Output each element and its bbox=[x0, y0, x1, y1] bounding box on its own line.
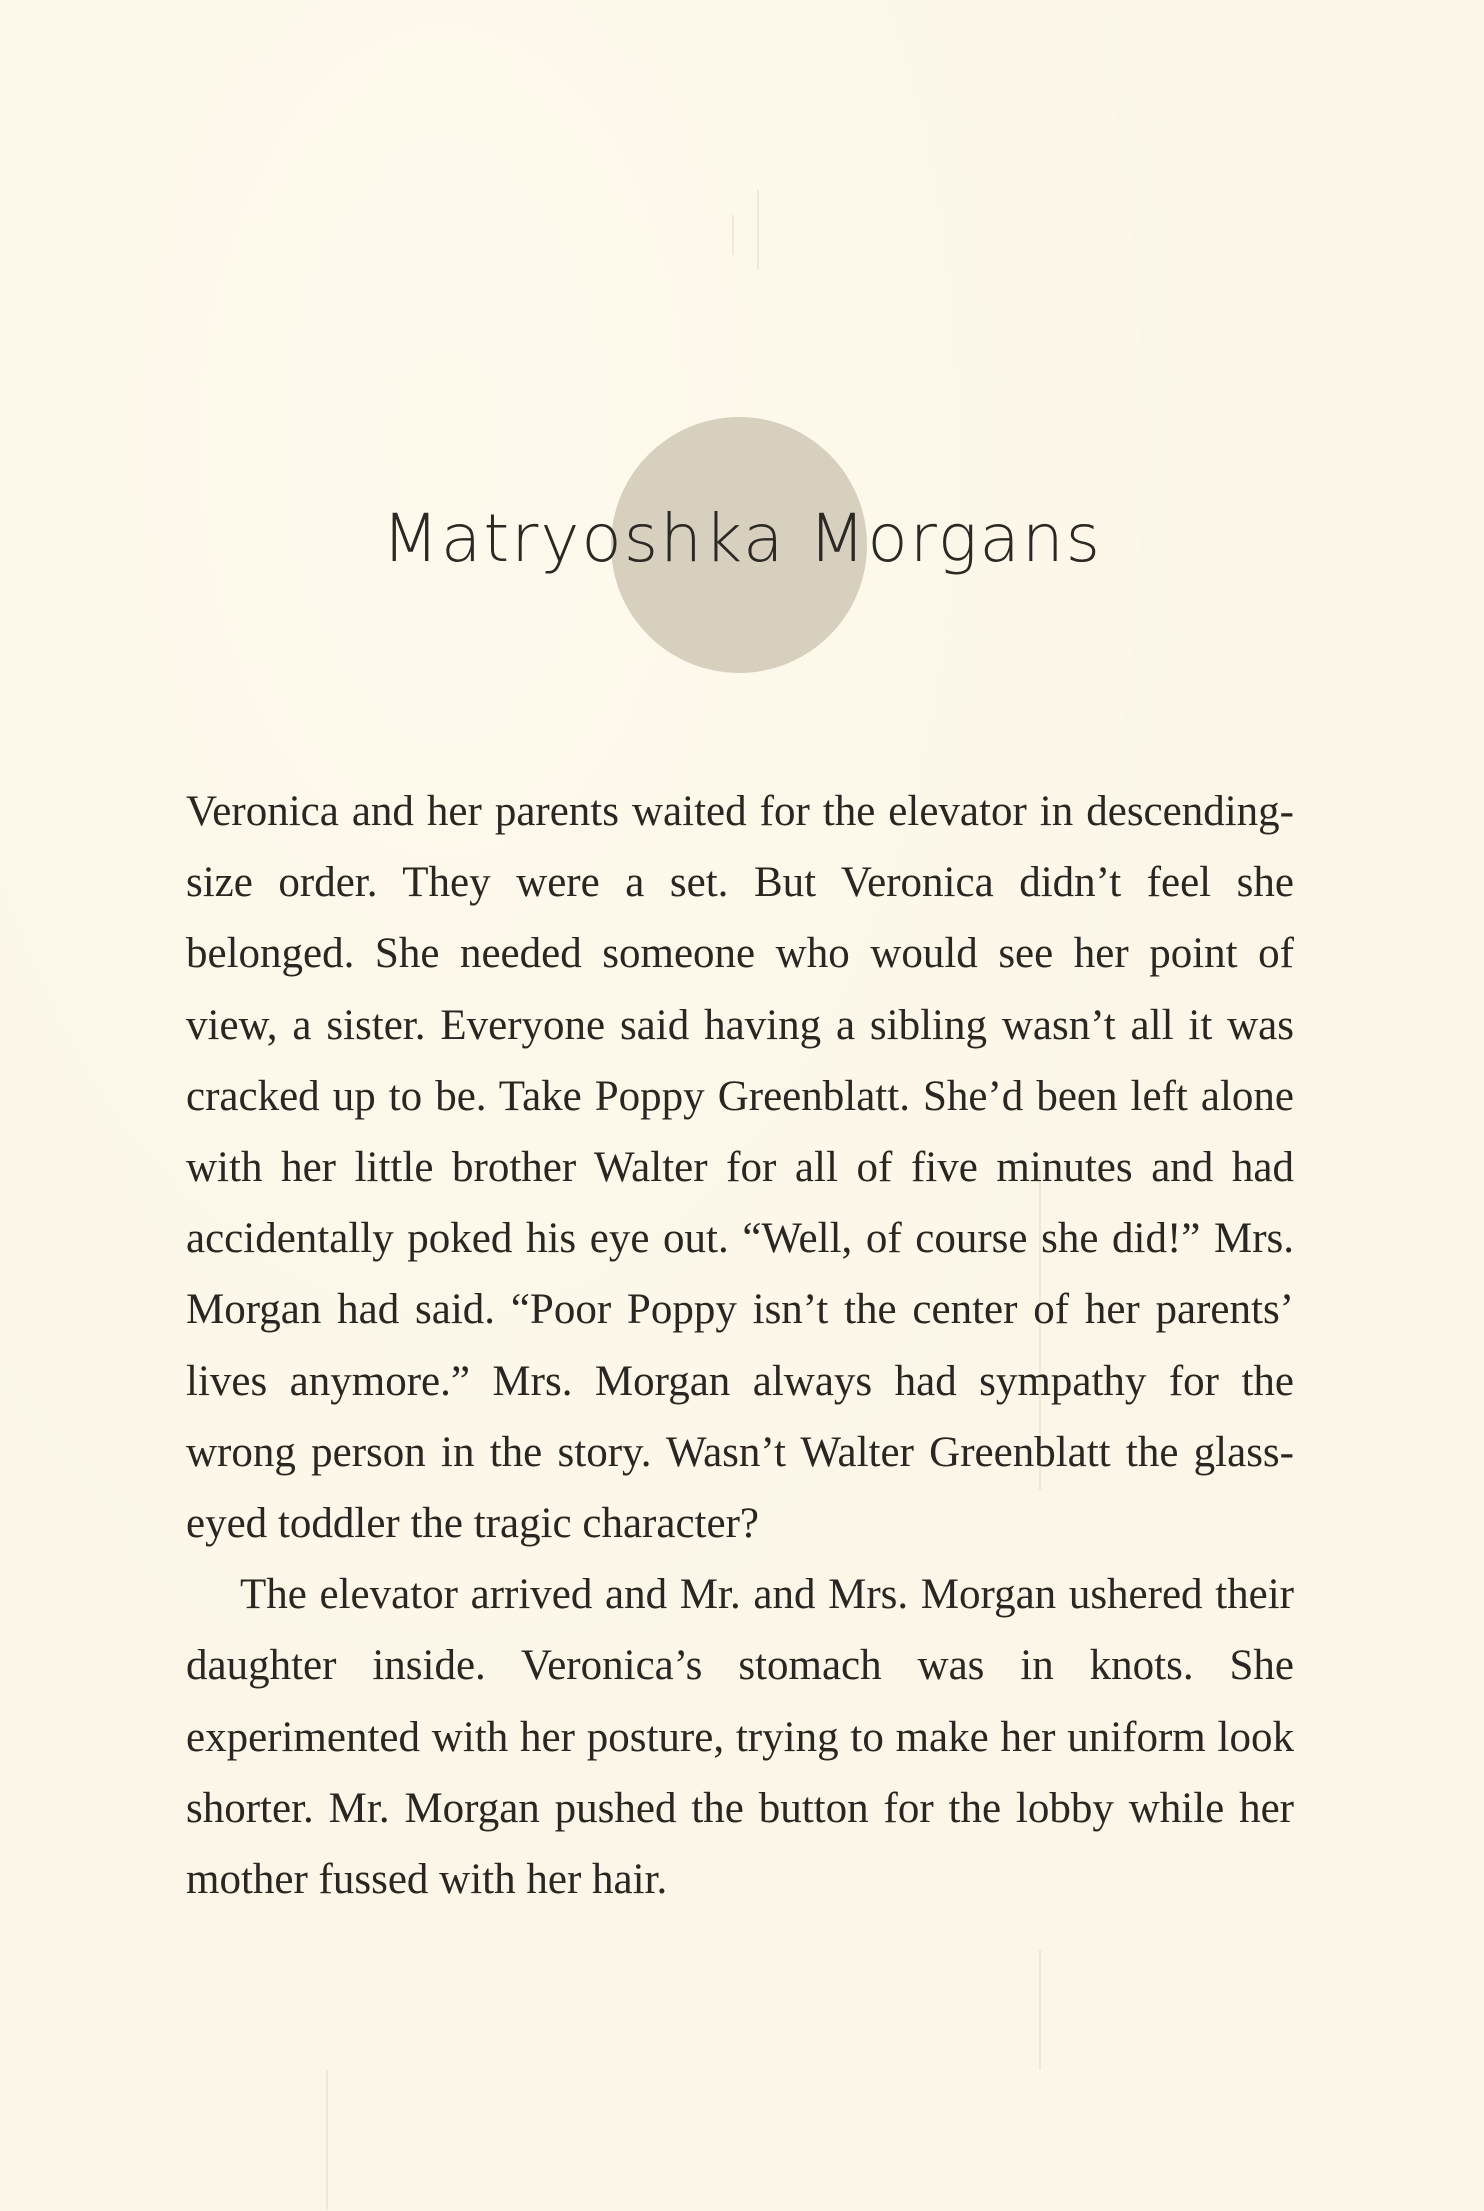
scan-mark bbox=[326, 2070, 328, 2210]
scan-mark bbox=[757, 190, 759, 270]
chapter-body bbox=[186, 776, 1294, 1915]
chapter-title: Matryoshka Morgans bbox=[381, 500, 1103, 577]
scan-mark bbox=[732, 215, 734, 255]
paragraph: The elevator arrived and Mr. and Mrs. Morgan ushered their daughter inside. Veronica’s stomach was in knots. She experimented with her posture, trying to make her uniform look shorter. Mr. Morgan pushed the button for the lobby while her mother fussed with her hair. bbox=[186, 1571, 1294, 1904]
paragraph: Veronica and her parents waited for the elevator in descending-size order. They were a set. But Veronica didn’t feel she belonged. She needed someone who would see her point of view, a sister. Everyone said having a sibling wasn’t all it was cracked up to be. Take Poppy Greenblatt. She’d been left alone with her little brother Walter for all of five minutes and had accidentally poked his eye out. “Well, of course she did!” Mrs. Morgan had said. “Poor Poppy isn’t the center of her parents’ lives anymore.” Mrs. Morgan always had sympathy for the wrong person in the story. Wasn’t Walter Greenblatt the glass-eyed toddler the tragic character? bbox=[186, 788, 1294, 1548]
scan-mark bbox=[1039, 1950, 1041, 2070]
